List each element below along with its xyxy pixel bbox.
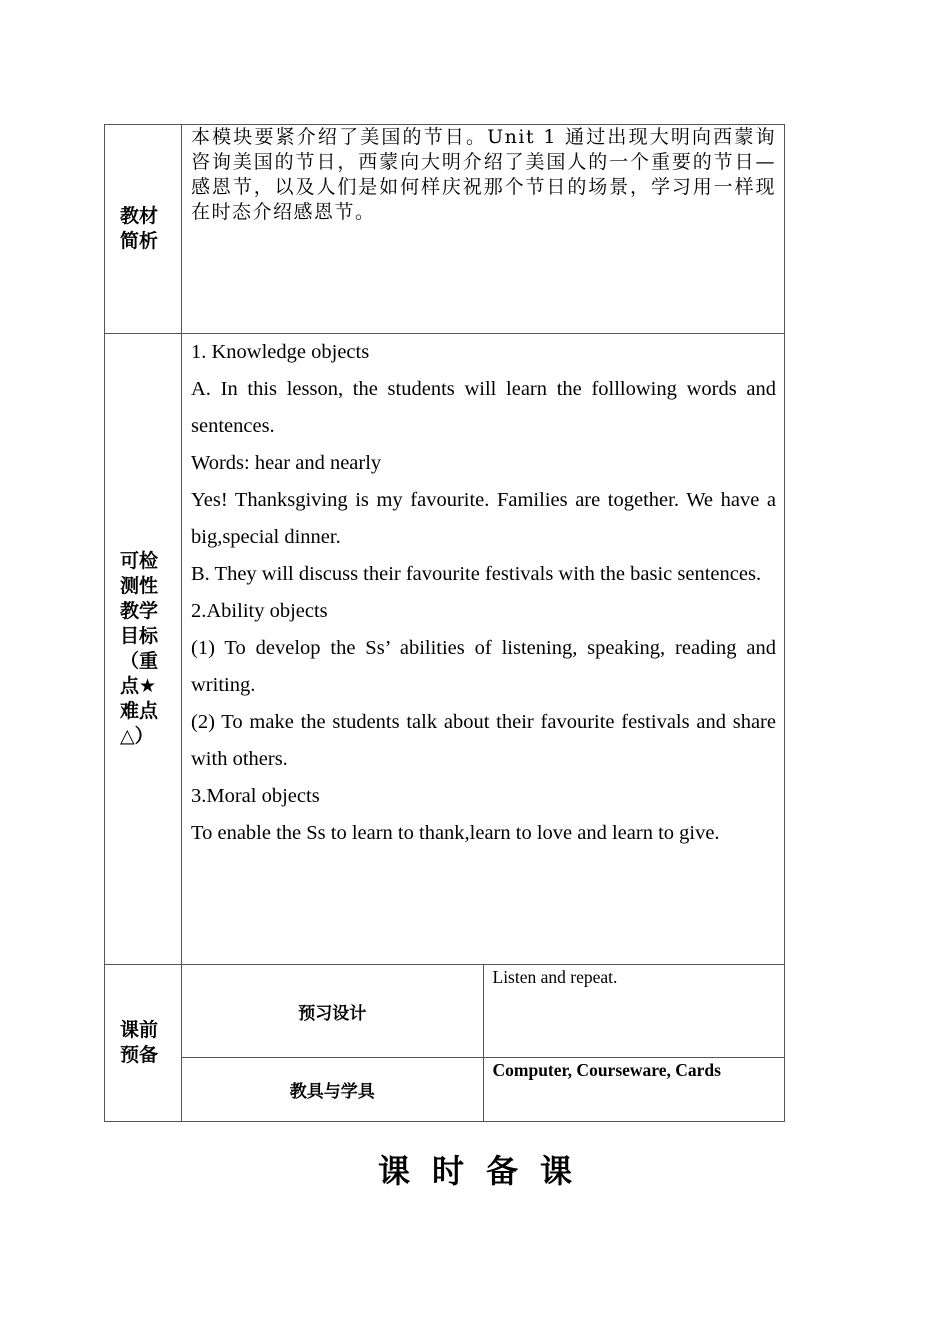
tools-value: Computer, Courseware, Cards <box>483 1058 785 1122</box>
prep-label: 课前预备 <box>120 1019 159 1066</box>
intro-text: 本模块要紧介绍了美国的节日。Unit 1 通过出现大明向西蒙询咨询美国的节日，西蒙向大明介绍了美国人的一个重要的节日—感恩节，以及人们是如何样庆祝那个节日的场景，学习用一样现在时态介绍感恩节。 <box>191 126 776 223</box>
objective-line: Yes! Thanksgiving is my favourite. Families are together. We have a big,special dinner. <box>191 489 776 548</box>
objectives-row <box>105 334 785 965</box>
intro-row <box>105 125 785 334</box>
objective-line: 1. Knowledge objects <box>191 341 370 363</box>
preview-row <box>105 965 785 1058</box>
objective-line: 2.Ability objects <box>191 600 328 622</box>
preview-label: 预习设计 <box>182 965 484 1058</box>
preview-value: Listen and repeat. <box>483 965 785 1058</box>
tools-row <box>105 1058 785 1122</box>
objectives-label: 可检测性教学目标（重点★难点△） <box>120 550 159 747</box>
objective-line: B. They will discuss their favourite festivals with the basic sentences. <box>191 563 762 585</box>
objective-line: 3.Moral objects <box>191 785 320 807</box>
tools-label: 教具与学具 <box>182 1058 484 1122</box>
objectives-label-cell <box>105 334 182 965</box>
lesson-plan-table <box>104 124 785 1122</box>
intro-content-cell <box>182 125 785 334</box>
intro-label-cell <box>105 125 182 334</box>
objective-line: To enable the Ss to learn to thank,learn to love and learn to give. <box>191 822 720 844</box>
prep-label-cell <box>105 965 182 1122</box>
intro-label: 教材简析 <box>120 205 159 252</box>
objectives-content-cell <box>182 334 785 965</box>
footer-title: 课时备课 <box>377 1152 594 1190</box>
objective-line: (2) To make the students talk about their favourite festivals and share with others. <box>191 711 776 770</box>
objective-line: A. In this lesson, the students will learn the folllowing words and sentences. <box>191 378 776 437</box>
objective-line: (1) To develop the Ss’ abilities of listening, speaking, reading and writing. <box>191 637 776 696</box>
objective-line: Words: hear and nearly <box>191 452 382 474</box>
